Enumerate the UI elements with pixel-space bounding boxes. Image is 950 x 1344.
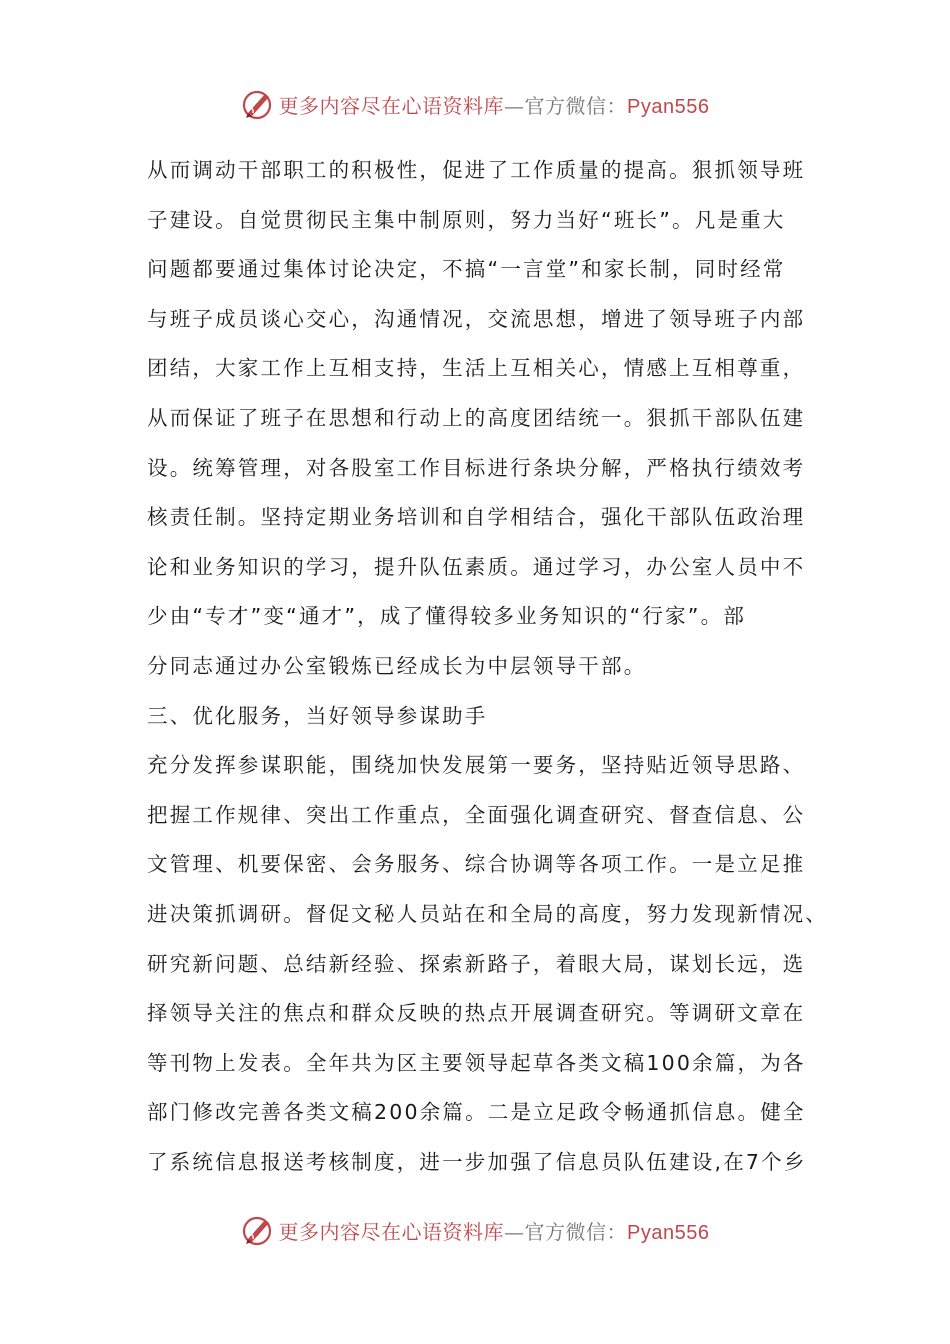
text-line: 从而保证了班子在思想和行动上的高度团结统一。狠抓干部队伍建 [147, 405, 806, 430]
text-line: 研究新问题、总结新经验、探索新路子，着眼大局，谋划长远，选 [147, 951, 806, 976]
text-line: 等刊物上发表。全年共为区主要领导起草各类文稿100余篇，为各 [147, 1050, 806, 1075]
section-heading: 三、优化服务，当好领导参谋助手 [147, 703, 488, 728]
text-line: 部门修改完善各类文稿200余篇。二是立足政令畅通抓信息。健全 [147, 1100, 806, 1125]
text-line: 了系统信息报送考核制度，进一步加强了信息员队伍建设,在7个乡 [147, 1149, 807, 1174]
text-line: 核责任制。坚持定期业务培训和自学相结合，强化干部队伍政治理 [147, 505, 806, 530]
text-line: 与班子成员谈心交心，沟通情况，交流思想，增进了领导班子内部 [147, 306, 806, 331]
watermark-dash: — [504, 1219, 525, 1244]
text-line: 充分发挥参谋职能，围绕加快发展第一要务，坚持贴近领导思路、 [147, 753, 806, 778]
watermark-wechat-id: Pyan556 [627, 1221, 710, 1244]
watermark-brand: 更多内容尽在心语资料库 [278, 1219, 505, 1244]
footer-watermark [0, 1208, 950, 1252]
text-line: 团结，大家工作上互相支持，生活上互相关心，情感上互相尊重， [147, 356, 806, 381]
text-line: 把握工作规律、突出工作重点，全面强化调查研究、督查信息、公 [147, 802, 806, 827]
watermark-dash: — [504, 93, 525, 118]
text-line: 少由“专才”变“通才”，成了懂得较多业务知识的“行家”。部 [147, 604, 747, 629]
text-line: 文管理、机要保密、会务服务、综合协调等各项工作。一是立足推 [147, 852, 806, 877]
watermark-wechat-label: 官方微信： [524, 93, 628, 118]
watermark-brand: 更多内容尽在心语资料库 [278, 93, 505, 118]
text-line: 问题都要通过集体讨论决定，不搞“一言堂”和家长制，同时经常 [147, 257, 786, 282]
watermark-text [279, 1216, 710, 1245]
text-line: 论和业务知识的学习，提升队伍素质。通过学习，办公室人员中不 [147, 554, 806, 579]
text-line: 设。统筹管理，对各股室工作目标进行条块分解，严格执行绩效考 [147, 455, 806, 480]
document-body [147, 150, 827, 1191]
text-line: 子建设。自觉贯彻民主集中制原则，努力当好“班长”。凡是重大 [147, 207, 786, 232]
text-line: 进决策抓调研。督促文秘人员站在和全局的高度，努力发现新情况、 [147, 901, 828, 926]
text-line: 从而调动干部职工的积极性，促进了工作质量的提高。狠抓领导班 [147, 158, 806, 182]
watermark-wechat-label: 官方微信： [524, 1219, 628, 1244]
pen-logo-icon [241, 1213, 275, 1247]
pen-logo-icon [241, 87, 275, 121]
header-watermark [0, 82, 950, 126]
text-line: 分同志通过办公室锻炼已经成长为中层领导干部。 [147, 653, 647, 678]
text-line: 择领导关注的焦点和群众反映的热点开展调查研究。等调研文章在 [147, 1001, 806, 1026]
watermark-wechat-id: Pyan556 [627, 95, 710, 118]
watermark-text [279, 90, 710, 119]
